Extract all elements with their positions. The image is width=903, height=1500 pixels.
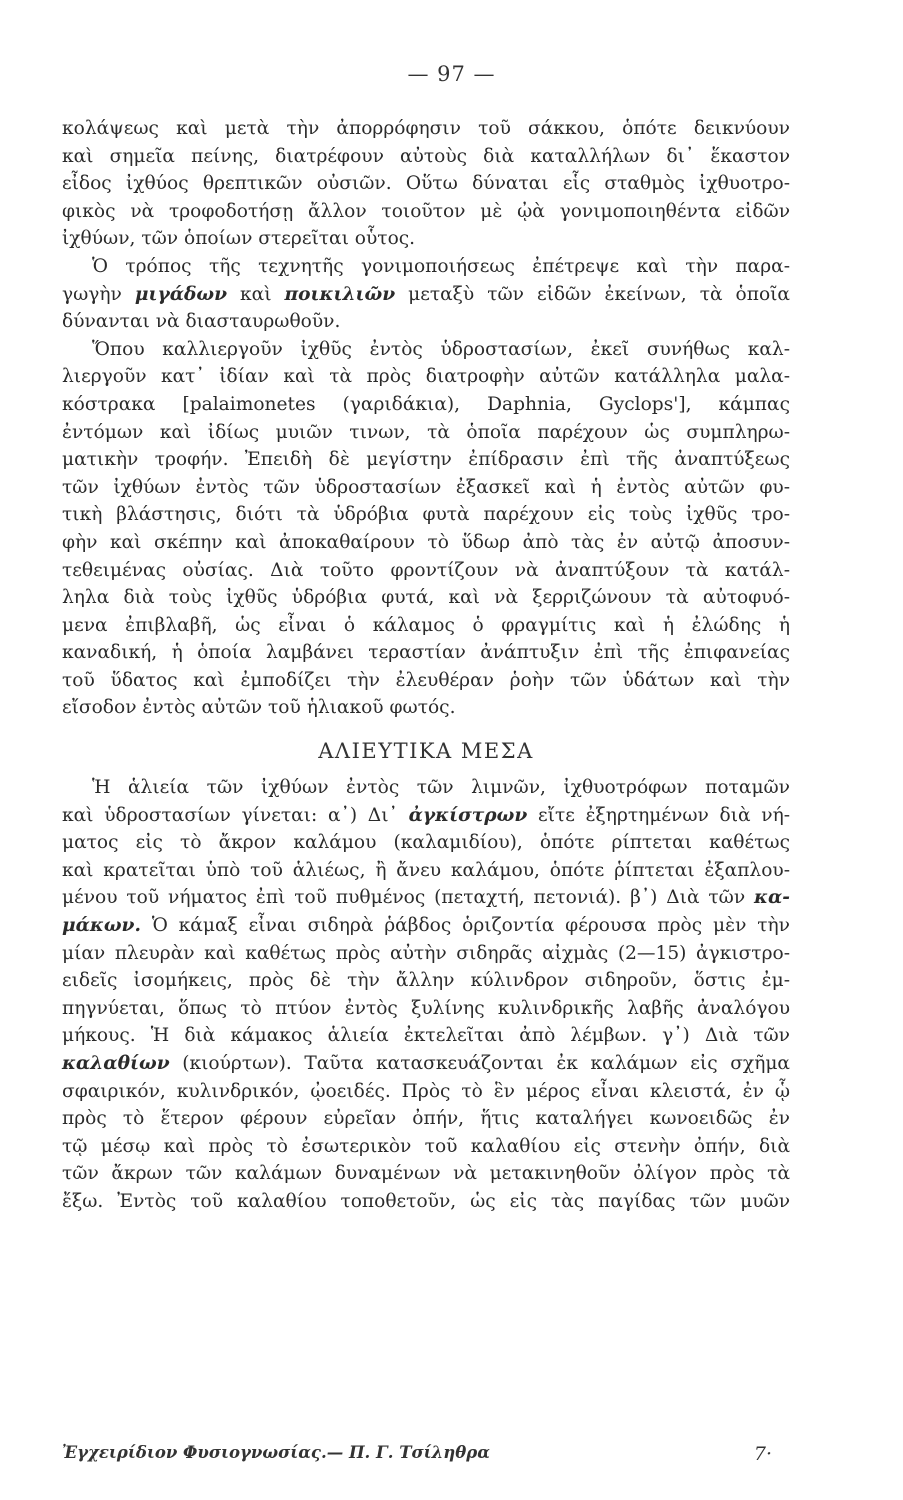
text-line: καλαθίων (κιούρτων). Ταῦτα κατασκευάζονται ἐκ καλάμων εἰς σχῆμα bbox=[62, 1053, 790, 1074]
text-line: κολάψεως καὶ μετὰ τὴν ἀπορρόφησιν τοῦ σάκκου, ὁπότε δεικνύουν bbox=[62, 118, 790, 139]
text-line: τῷ μέσῳ καὶ πρὸς τὸ ἐσωτερικὸν τοῦ καλαθίου εἰς στενὴν ὀπήν, διὰ bbox=[62, 1135, 790, 1157]
page-footer bbox=[62, 1443, 790, 1471]
text-line: καὶ ὑδροστασίων γίνεται: α᾽) Δι᾽ ἀγκίστρων εἴτε ἐξηρτημένων διὰ νή- bbox=[62, 804, 790, 826]
text-line: ματος εἰς τὸ ἄκρον καλάμου (καλαμιδίου), ὁπότε ρίπτεται καθέτως bbox=[62, 832, 790, 854]
footer-book-title: Ἐγχειρίδιον Φυσιογνωσίας.— Π. Γ. Τσίληθρα bbox=[62, 1443, 490, 1462]
text-line: γωγὴν μιγάδων καὶ ποικιλιῶν μεταξὺ τῶν εἰδῶν ἐκείνων, τὰ ὁποῖα bbox=[62, 283, 790, 305]
text-line: λιεργοῦν κατ᾽ ἰδίαν καὶ τὰ πρὸς διατροφὴν αὐτῶν κατάλληλα μαλα- bbox=[62, 366, 790, 388]
text-line: ειδεῖς ἰσομήκεις, πρὸς δὲ τὴν ἄλλην κύλινδρον σιδηροῦν, ὅστις ἐμ- bbox=[62, 970, 790, 992]
text-line: φὴν καὶ σκέπην καὶ ἀποκαθαίρουν τὸ ὕδωρ ἀπὸ τὰς ἐν αὐτῷ ἀποσυν- bbox=[62, 531, 790, 553]
text-line: δύνανται νὰ διασταυρωθοῦν. bbox=[62, 311, 341, 333]
text-line: ἔξω. Ἐντὸς τοῦ καλαθίου τοποθετοῦν, ὡς εἰς τὰς παγίδας τῶν μυῶν bbox=[62, 1190, 790, 1212]
text-line: φικὸς νὰ τροφοδοτήσῃ ἄλλον τοιοῦτον μὲ ᾠὰ γονιμοποιηθέντα εἰδῶν bbox=[62, 200, 790, 222]
text-line: τεθειμένας οὐσίας. Διὰ τοῦτο φροντίζουν νὰ ἀναπτύξουν τὰ κατάλ- bbox=[62, 559, 790, 581]
text-line: καὶ σημεῖα πείνης, διατρέφουν αὐτοὺς διὰ καταλλήλων δι᾽ ἕκαστον bbox=[62, 145, 790, 167]
text-line: ἰχθύων, τῶν ὁποίων στερεῖται οὗτος. bbox=[62, 228, 416, 250]
text-line: κόστρακα [palaimonetes (γαριδάκια), Daphnia, Gyclops'], κάμπας bbox=[62, 393, 790, 415]
text-line: ληλα διὰ τοὺς ἰχθῦς ὑδρόβια φυτά, καὶ νὰ ξερριζώνουν τὰ αὐτοφυό- bbox=[62, 587, 790, 609]
signature-mark: 7· bbox=[753, 1443, 772, 1465]
text-line: τῶν ἄκρων τῶν καλάμων δυναμένων νὰ μετακινηθοῦν ὀλίγον πρὸς τὰ bbox=[62, 1163, 790, 1185]
text-line: μάκων. Ὁ κάμαξ εἶναι σιδηρὰ ῥάβδος ὁριζοντία φέρουσα πρὸς μὲν τὴν bbox=[62, 915, 790, 937]
emphasis-term: ἀγκίστρων bbox=[408, 804, 528, 826]
section-heading: ΑΛΙΕΥΤΙΚΑ ΜΕΣΑ bbox=[318, 739, 534, 764]
text-line: μενα ἐπιβλαβῆ, ὡς εἶναι ὁ κάλαμος ὁ φραγμίτις καὶ ἡ ἐλώδης ἡ bbox=[62, 614, 790, 636]
text-line: ματικὴν τροφήν. Ἐπειδὴ δὲ μεγίστην ἐπίδρασιν ἐπὶ τῆς ἀναπτύξεως bbox=[62, 449, 790, 471]
text-line: πηγνύεται, ὅπως τὸ πτύον ἐντὸς ξυλίνης κυλινδρικῆς λαβῆς ἀναλόγου bbox=[62, 997, 790, 1019]
body-text bbox=[62, 115, 790, 1216]
text-line: μήκους. Ἡ διὰ κάμακος ἁλιεία ἐκτελεῖται ἀπὸ λέμβων. γ᾽) Διὰ τῶν bbox=[62, 1025, 790, 1047]
emphasis-term: ποικιλιῶν bbox=[284, 283, 396, 305]
text-line: πρὸς τὸ ἕτερον φέρουν εὐρεῖαν ὀπήν, ἥτις καταλήγει κωνοειδῶς ἐν bbox=[62, 1108, 790, 1130]
text-line: σφαιρικόν, κυλινδρικόν, ᾠοειδές. Πρὸς τὸ ἓν μέρος εἶναι κλειστά, ἐν ᾧ bbox=[62, 1080, 790, 1102]
page-number: — 97 — bbox=[407, 62, 496, 86]
text-line: τοῦ ὕδατος καὶ ἐμποδίζει τὴν ἐλευθέραν ῥοὴν τῶν ὑδάτων καὶ τὴν bbox=[62, 669, 790, 691]
text-line: καναδική, ἡ ὁποία λαμβάνει τεραστίαν ἀνάπτυξιν ἐπὶ τῆς ἐπιφανείας bbox=[62, 642, 790, 664]
emphasis-term: μάκων. bbox=[62, 915, 141, 937]
text-line: ἐντόμων καὶ ἰδίως μυιῶν τινων, τὰ ὁποῖα παρέχουν ὡς συμπληρω- bbox=[62, 421, 790, 443]
text-line: καὶ κρατεῖται ὑπὸ τοῦ ἁλιέως, ἢ ἄνευ καλάμου, ὁπότε ῥίπτεται ἐξαπλου- bbox=[62, 859, 790, 881]
emphasis-term: κα- bbox=[754, 887, 790, 909]
text-line: εἶδος ἰχθύος θρεπτικῶν οὐσιῶν. Οὕτω δύναται εἷς σταθμὸς ἰχθυοτρο- bbox=[62, 173, 790, 195]
text-line: εἴσοδον ἐντὸς αὐτῶν τοῦ ἡλιακοῦ φωτός. bbox=[62, 697, 456, 719]
text-line: Ὅπου καλλιεργοῦν ἰχθῦς ἐντὸς ὑδροστασίων, ἐκεῖ συνήθως καλ- bbox=[92, 338, 790, 360]
text-line: μένου τοῦ νήματος ἐπὶ τοῦ πυθμένος (πεταχτή, πετονιά). β᾽) Διὰ τῶν κα- bbox=[62, 887, 790, 909]
text-line: Ἡ ἁλιεία τῶν ἰχθύων ἐντὸς τῶν λιμνῶν, ἰχθυοτρόφων ποταμῶν bbox=[92, 777, 790, 799]
text-line: τῶν ἰχθύων ἐντὸς τῶν ὑδροστασίων ἐξασκεῖ καὶ ἡ ἐντὸς αὐτῶν φυ- bbox=[62, 476, 790, 498]
emphasis-term: καλαθίων bbox=[62, 1053, 170, 1074]
text-line: Ὁ τρόπος τῆς τεχνητῆς γονιμοποιήσεως ἐπέτρεψε καὶ τὴν παρα- bbox=[92, 255, 790, 277]
emphasis-term: μιγάδων bbox=[134, 283, 228, 305]
text-line: τικὴ βλάστησις, διότι τὰ ὑδρόβια φυτὰ παρέχουν εἰς τοὺς ἰχθῦς τρο- bbox=[62, 504, 790, 526]
text-line: μίαν πλευρὰν καὶ καθέτως πρὸς αὐτὴν σιδηρᾶς αἰχμὰς (2—15) ἀγκιστρο- bbox=[62, 942, 790, 964]
